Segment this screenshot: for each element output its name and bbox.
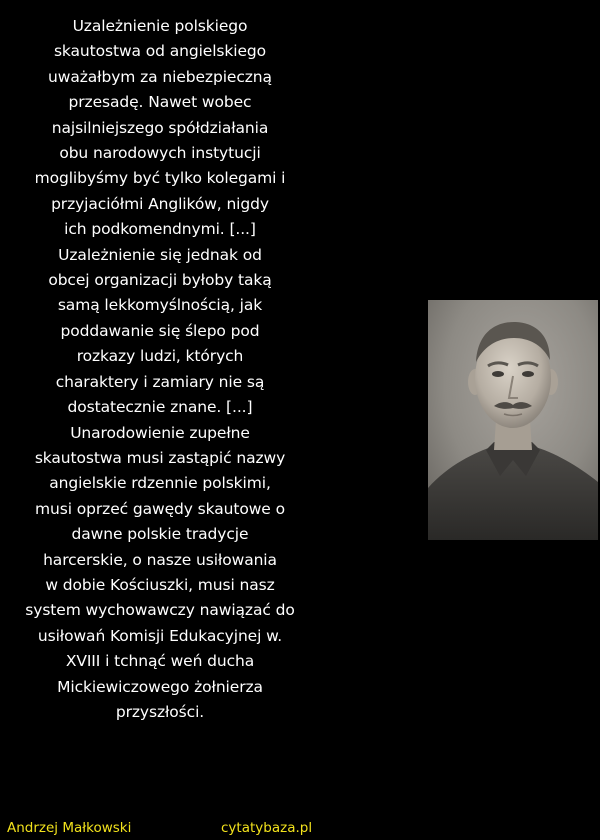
author-name: Andrzej Małkowski [7, 820, 132, 836]
author-portrait [428, 300, 598, 540]
quote-line: Unarodowienie zupełne [70, 423, 250, 442]
quote-line: skautostwa od angielskiego [53, 42, 267, 61]
quote-line: najsilniejszego spółdziałania [51, 118, 269, 137]
quote-line: ich podkomendnymi. [...] [64, 220, 256, 239]
quote-line: przesadę. Nawet wobec [68, 93, 252, 112]
quote-line: Uzależnienie się jednak od [58, 245, 262, 264]
quote-line: harcerskie, o nasze usiłowania [43, 550, 277, 569]
quote-line: Mickiewiczowego żołnierza [57, 677, 263, 696]
footer [0, 818, 600, 840]
quote-line: system wychowawczy nawiązać do [25, 601, 295, 620]
quote-line: dostatecznie znane. [...] [67, 398, 253, 417]
quote-line: w dobie Kościuszki, musi nasz [45, 575, 275, 594]
quote-text [10, 14, 310, 725]
quote-line: usiłowań Komisji Edukacyjnej w. [37, 626, 283, 645]
quote-line: Uzależnienie polskiego [72, 17, 248, 35]
quote-line: obcej organizacji byłoby taką [48, 271, 272, 290]
quote-line: rozkazy ludzi, których [76, 347, 244, 366]
site-watermark: cytatybaza.pl [221, 820, 313, 836]
sepia-portrait-photo-icon [428, 300, 598, 540]
quote-line: XVIII i tchnąć weń ducha [65, 652, 255, 671]
quote-line: angielskie rdzennie polskimi, [49, 474, 271, 493]
quote-line: uważałbym za niebezpieczną [48, 67, 272, 86]
quote-line: musi oprzeć gawędy skautowe o [35, 499, 285, 518]
quote-line: poddawanie się ślepo pod [60, 321, 260, 340]
quote-line: dawne polskie tradycje [71, 525, 249, 544]
quote-line: przyjaciółmi Anglików, nigdy [51, 194, 269, 213]
quote-line: skautostwa musi zastąpić nazwy [34, 448, 286, 467]
quote-line: charaktery i zamiary nie są [55, 372, 265, 391]
quote-line: moglibyśmy być tylko kolegami i [34, 169, 286, 188]
quote-line: przyszłości. [115, 702, 205, 721]
quote-line: samą lekkomyślnością, jak [57, 296, 263, 315]
quote-line: obu narodowych instytucji [59, 144, 261, 163]
